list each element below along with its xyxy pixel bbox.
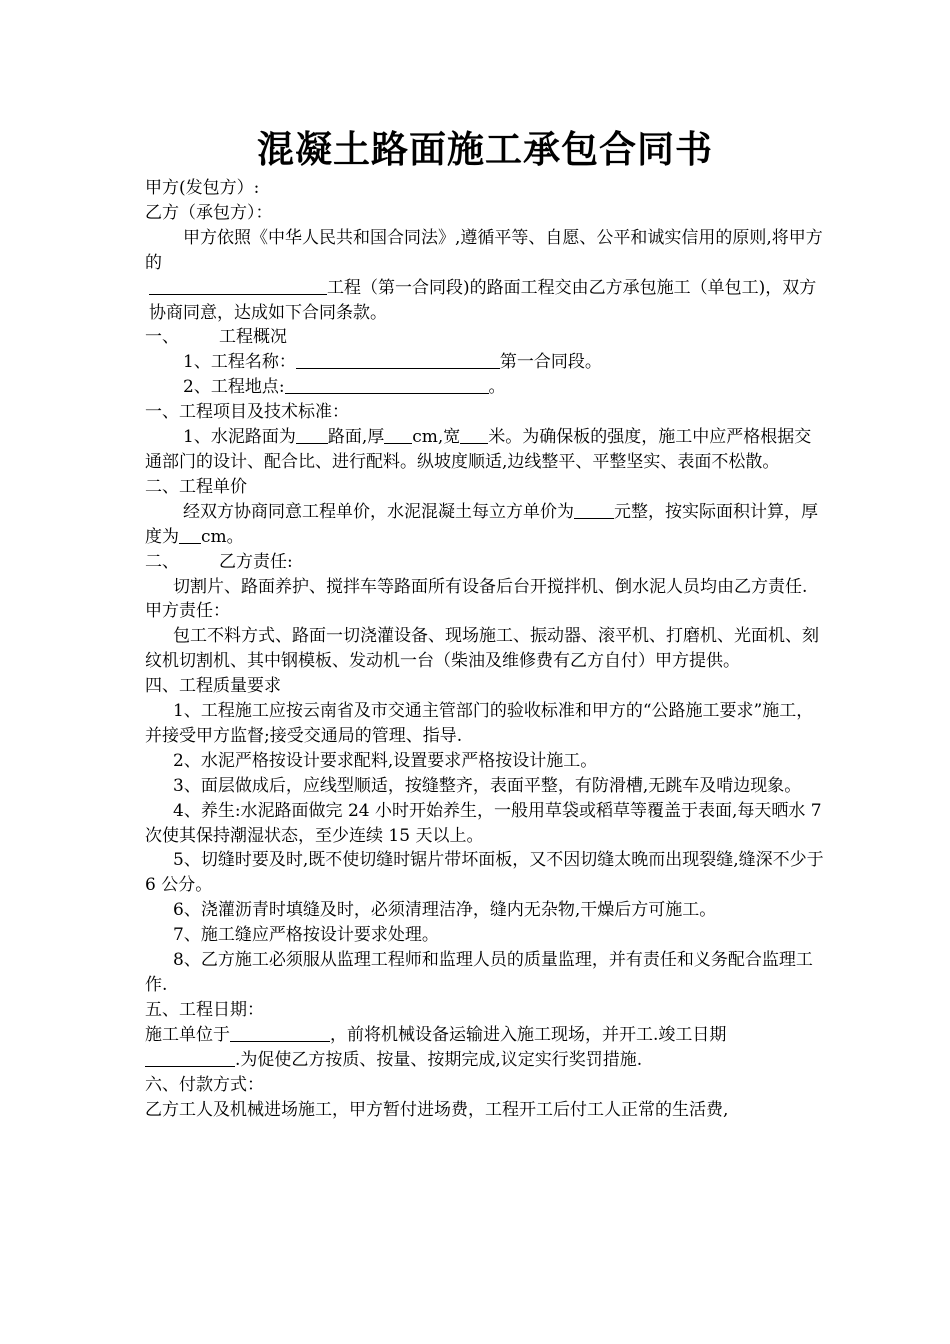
- section-heading: 二、工程单价: [145, 476, 247, 497]
- engineering-name-blank: [296, 350, 500, 369]
- start-date-blank: [230, 1023, 330, 1042]
- section-heading: 四、工程质量要求: [145, 676, 281, 697]
- list-item: 7、施工缝应严格按设计要求处理。: [173, 925, 439, 946]
- list-item: 1、工程施工应按云南省及市交通主管部门的验收标准和甲方的“公路施工要求”施工，并接受甲方监督;接受交通局的管理、指导.: [145, 701, 814, 746]
- road-type-blank: [296, 425, 328, 444]
- thickness-blank: [384, 425, 412, 444]
- party-a-line: 甲方(发包方）:: [145, 178, 260, 198]
- list-item: 8、乙方施工必须服从监理工程师和监理人员的质量监理，并有责任和义务配合监理工作.: [145, 950, 813, 995]
- completion-date-blank: [145, 1048, 235, 1067]
- paragraph: 乙方工人及机械进场施工，甲方暂付进场费，工程开工后付工人正常的生活费,: [145, 1099, 729, 1120]
- document-title: 混凝土路面施工承包合同书: [257, 127, 713, 171]
- section-heading: 一、 工程概况: [145, 327, 287, 348]
- section-heading: 甲方责任：: [145, 601, 230, 622]
- party-b-line: 乙方（承包方）：: [145, 202, 273, 223]
- paragraph: 包工不料方式、路面一切浇灌设备、现场施工、振动器、滚平机、打磨机、光面机、刻纹机切割机、其中钢模板、发动机一台（柴油及维修费有乙方自付）甲方提供。: [145, 626, 819, 672]
- paragraph: 施工单位于 ，前将机械设备运输进入施工现场，并开工.竣工日期 .为促使乙方按质、按量、按期完成,议定实行奖罚措施.: [145, 1024, 727, 1070]
- list-item: 3、面层做成后，应线型顺适，按缝整齐，表面平整，有防滑槽,无跳车及啃边现象。: [173, 775, 802, 796]
- list-item: 4、养生:水泥路面做完 24 小时开始养生，一般用草袋或稻草等覆盖于表面,每天晒水 7 次使其保持潮湿状态，至少连续 15 天以上。: [145, 800, 822, 846]
- list-item: 6、浇灌沥青时填缝及时，必须清理洁净，缝内无杂物,干燥后方可施工。: [173, 900, 717, 921]
- list-item: 1、水泥路面为 路面,厚 cm,宽 米。为确保板的强度，施工中应严格根据交通部门的设计、配合比、进行配料。纵坡度顺适,边线整平、平整坚实、表面不松散。: [145, 427, 812, 472]
- width-blank: [460, 425, 488, 444]
- section-heading: 五、工程日期：: [145, 999, 264, 1020]
- intro-continuation: 工程（第一合同段)的路面工程交由乙方承包施工（单包工)，双方协商同意，达成如下合同条款。: [149, 277, 817, 323]
- intro-paragraph: 甲方依照《中华人民共和国合同法》,遵循平等、自愿、公平和诚实信用的原则,将甲方的: [145, 227, 823, 273]
- list-item: 1、工程名称： 第一合同段。: [183, 352, 602, 373]
- contract-page: [145, 122, 825, 1122]
- paragraph: 切割片、路面养护、搅拌车等路面所有设备后台开搅拌机、倒水泥人员均由乙方责任.: [173, 576, 808, 597]
- list-item: 5、切缝时要及时,既不使切缝时锯片带坏面板，又不因切缝太晚而出现裂缝,缝深不少于 6 公分。: [145, 850, 824, 896]
- unit-price-blank: [574, 500, 614, 519]
- list-item: 2、工程地点: 。: [183, 377, 506, 398]
- section-heading: 六、付款方式：: [145, 1074, 264, 1095]
- depth-blank: [179, 525, 201, 544]
- list-item: 2、水泥严格按设计要求配料,设置要求严格按设计施工。: [173, 750, 598, 771]
- section-heading: 一、工程项目及技术标准：: [145, 402, 349, 423]
- paragraph: 经双方协商同意工程单价，水泥混凝土每立方单价为 元整，按实际面积计算，厚度为 cm。: [145, 501, 818, 547]
- engineering-location-blank: [285, 375, 489, 394]
- section-heading: 二、 乙方责任:: [145, 551, 293, 572]
- project-name-blank: [149, 276, 327, 295]
